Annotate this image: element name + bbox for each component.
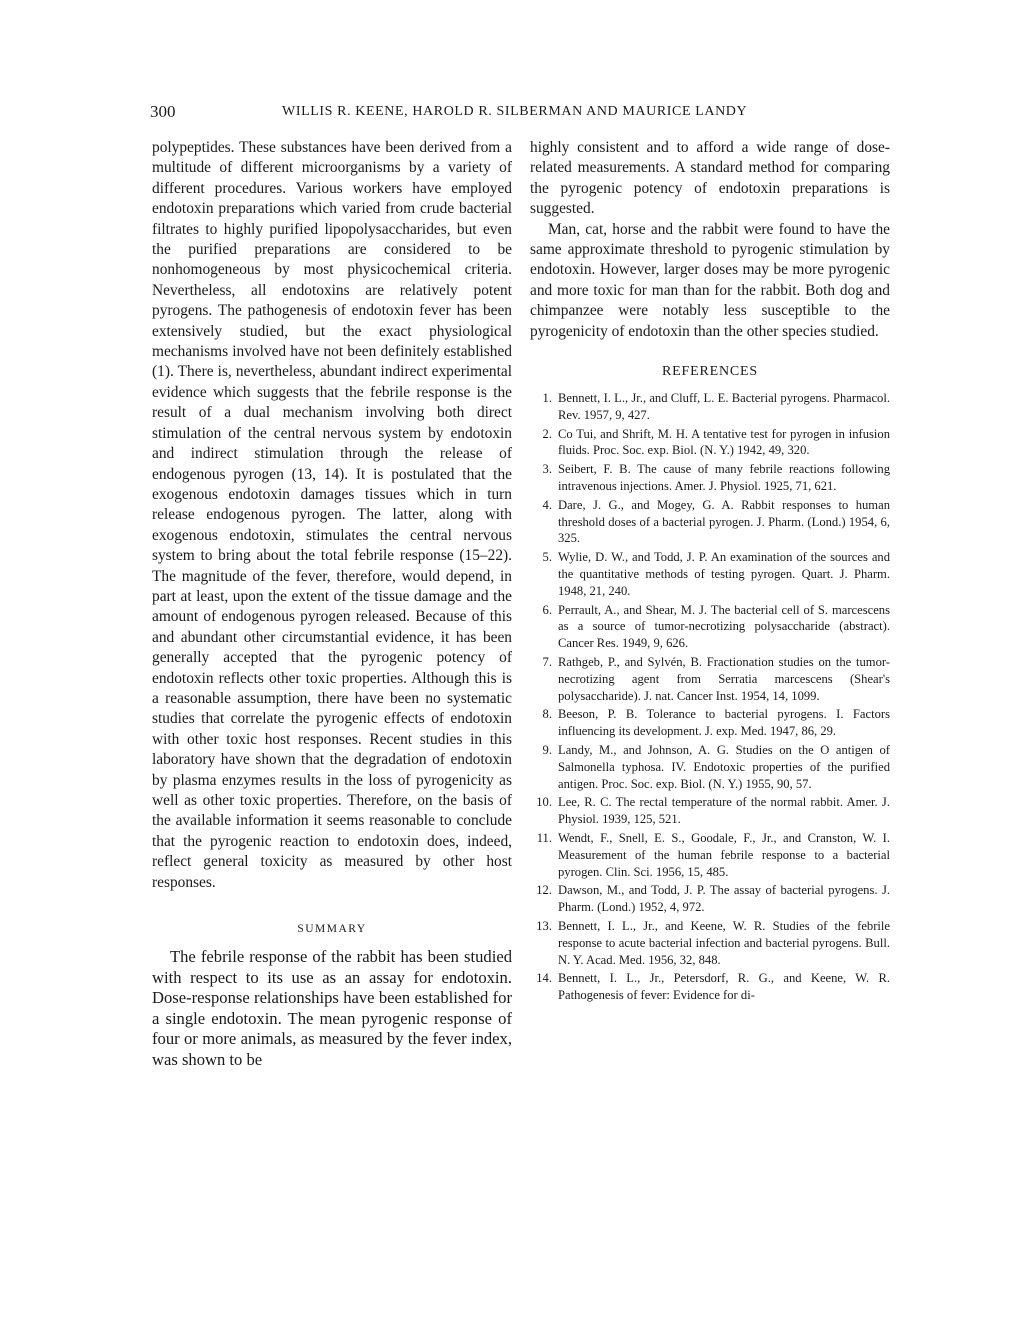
reference-text: Beeson, P. B. Tolerance to bacterial pyrogens. I. Factors influencing its development. J. exp. Med. 1947, 86, 29. <box>558 707 890 739</box>
reference-item <box>530 706 890 740</box>
reference-item <box>530 918 890 968</box>
reference-item <box>530 549 890 599</box>
reference-text: Co Tui, and Shrift, M. H. A tentative test for pyrogen in infusion fluids. Proc. Soc. exp. Biol. (N. Y.) 1942, 49, 320. <box>558 426 890 458</box>
reference-item <box>530 654 890 704</box>
left-column <box>152 138 512 1071</box>
reference-number: 13. <box>536 918 552 933</box>
reference-item <box>530 426 890 460</box>
reference-item <box>530 970 890 1004</box>
reference-text: Dare, J. G., and Mogey, G. A. Rabbit responses to human threshold doses of a bacterial pyrogen. J. Pharm. (Lond.) 1954, 6, 325. <box>558 497 890 546</box>
summary-continued-paragraph: highly consistent and to afford a wide range of dose-related measurements. A standard method for comparing the pyrogenic potency of endotoxin preparations is suggested. <box>530 139 890 218</box>
reference-text: Perrault, A., and Shear, M. J. The bacterial cell of S. marcescens as a source of tumor-necrotizing polysaccharide (abstract). Cancer Res. 1949, 9, 626. <box>558 602 890 651</box>
reference-item <box>530 461 890 495</box>
reference-text: Lee, R. C. The rectal temperature of the normal rabbit. Amer. J. Physiol. 1939, 125, 521. <box>558 795 890 827</box>
page-number: 300 <box>150 102 176 121</box>
reference-text: Seibert, F. B. The cause of many febrile reactions following intravenous injections. Amer. J. Physiol. 1925, 71, 621. <box>558 462 890 494</box>
reference-number: 14. <box>536 971 552 986</box>
reference-number: 11. <box>536 830 552 845</box>
running-head-authors: WILLIS R. KEENE, HAROLD R. SILBERMAN AND MAURICE LANDY <box>282 104 748 119</box>
reference-number: 5. <box>542 550 552 565</box>
reference-text: Wendt, F., Snell, E. S., Goodale, F., Jr., and Cranston, W. I. Measurement of the human febrile response to a bacterial pyrogen. Clin. Sci. 1956, 15, 485. <box>558 830 890 879</box>
body-paragraph: polypeptides. These substances have been derived from a multitude of different microorganisms by a variety of different procedures. Various workers have employed endotoxin preparations which varied from crude bacterial filtrates to highly purified lipopolysaccharides, but even the purified preparations are considered to be nonhomogeneous by most physicochemical criteria. Nevertheless, all endotoxins are relatively potent pyrogens. The pathogenesis of endotoxin fever has been extensively studied, but the exact physiological mechanisms involved have not been definitely established (1). There is, nevertheless, abundant indirect experimental evidence which suggests that the febrile response is the result of a dual mechanism involving both direct stimulation of the central nervous system by endotoxin and indirect stimulation through the release of endogenous pyrogen (13, 14). It is postulated that the exogenous endotoxin damages tissues which in turn release endogenous pyrogen. The latter, along with exogenous endotoxin, stimulates the central nervous system to bring about the total febrile response (15–22). The magnitude of the fever, therefore, would depend, in part at least, upon the extent of the tissue damage and the amount of endogenous pyrogen released. Because of this and abundant other circumstantial evidence, it has been generally accepted that the pyrogenic potency of endotoxin reflects other toxic properties. Although this is a reasonable assumption, there have been no systematic studies that correlate the pyrogenic effects of endotoxin with other toxic host responses. Recent studies in this laboratory have shown that the degradation of endotoxin by plasma enzymes results in the loss of pyrogenicity as well as other toxic properties. Therefore, on the basis of the available information it seems reasonable to conclude that the pyrogenic reaction to endotoxin does, indeed, reflect general toxicity as measured by other host responses. <box>152 139 512 891</box>
reference-text: Bennett, I. L., Jr., Petersdorf, R. G., and Keene, W. R. Pathogenesis of fever: Evidence for di- <box>558 971 890 1003</box>
reference-item <box>530 602 890 652</box>
reference-number: 7. <box>542 655 552 670</box>
reference-text: Bennett, I. L., Jr., and Cluff, L. E. Bacterial pyrogens. Pharmacol. Rev. 1957, 9, 427. <box>558 391 890 422</box>
reference-text: Dawson, M., and Todd, J. P. The assay of bacterial pyrogens. J. Pharm. (Lond.) 1952, 4, 972. <box>558 883 890 915</box>
reference-text: Landy, M., and Johnson, A. G. Studies on the O antigen of Salmonella typhosa. IV. Endotoxic properties of the purified antigen. Proc. Soc. exp. Biol. (N. Y.) 1955, 90, 57. <box>558 743 890 791</box>
species-paragraph: Man, cat, horse and the rabbit were found to have the same approximate threshold to pyrogenic stimulation by endotoxin. However, larger doses may be more pyrogenic and more toxic for man than for the rabbit. Both dog and chimpanzee were notably less susceptible to the pyrogenicity of endotoxin than the other species studied. <box>530 220 890 340</box>
reference-item <box>530 830 890 880</box>
reference-item <box>530 882 890 916</box>
reference-text: Bennett, I. L., Jr., and Keene, W. R. Studies of the febrile response to acute bacterial infection and bacterial pyrogens. Bull. N. Y. Acad. Med. 1956, 32, 848. <box>558 918 890 967</box>
right-column <box>530 138 890 1006</box>
reference-item <box>530 497 890 547</box>
reference-number: 12. <box>536 883 552 898</box>
reference-number: 6. <box>542 602 552 617</box>
summary-heading: SUMMARY <box>297 923 367 936</box>
reference-number: 3. <box>542 462 552 477</box>
reference-item <box>530 794 890 828</box>
reference-number: 4. <box>542 497 552 512</box>
reference-item <box>530 742 890 792</box>
reference-number: 1. <box>542 391 552 406</box>
reference-text: Rathgeb, P., and Sylvén, B. Fractionation studies on the tumor-necrotizing agent from Serratia marcescens (Shear's polysaccharide). J. nat. Cancer Inst. 1954, 14, 1099. <box>558 655 890 703</box>
reference-text: Wylie, D. W., and Todd, J. P. An examination of the sources and the quantitative methods of testing pyrogen. Quart. J. Pharm. 1948, 21, 240. <box>558 550 890 598</box>
summary-paragraph: The febrile response of the rabbit has been studied with respect to its use as an assay for endotoxin. Dose-response relationships have been established for a single endotoxin. The mean pyrogenic response of four or more animals, as measured by the fever index, was shown to be <box>152 947 512 1069</box>
reference-number: 8. <box>542 707 552 722</box>
reference-item <box>530 390 890 424</box>
references-list <box>530 390 890 1004</box>
reference-number: 10. <box>536 795 552 810</box>
page-header <box>150 102 890 126</box>
references-heading: REFERENCES <box>662 364 758 380</box>
reference-number: 2. <box>542 426 552 441</box>
reference-number: 9. <box>542 743 552 757</box>
